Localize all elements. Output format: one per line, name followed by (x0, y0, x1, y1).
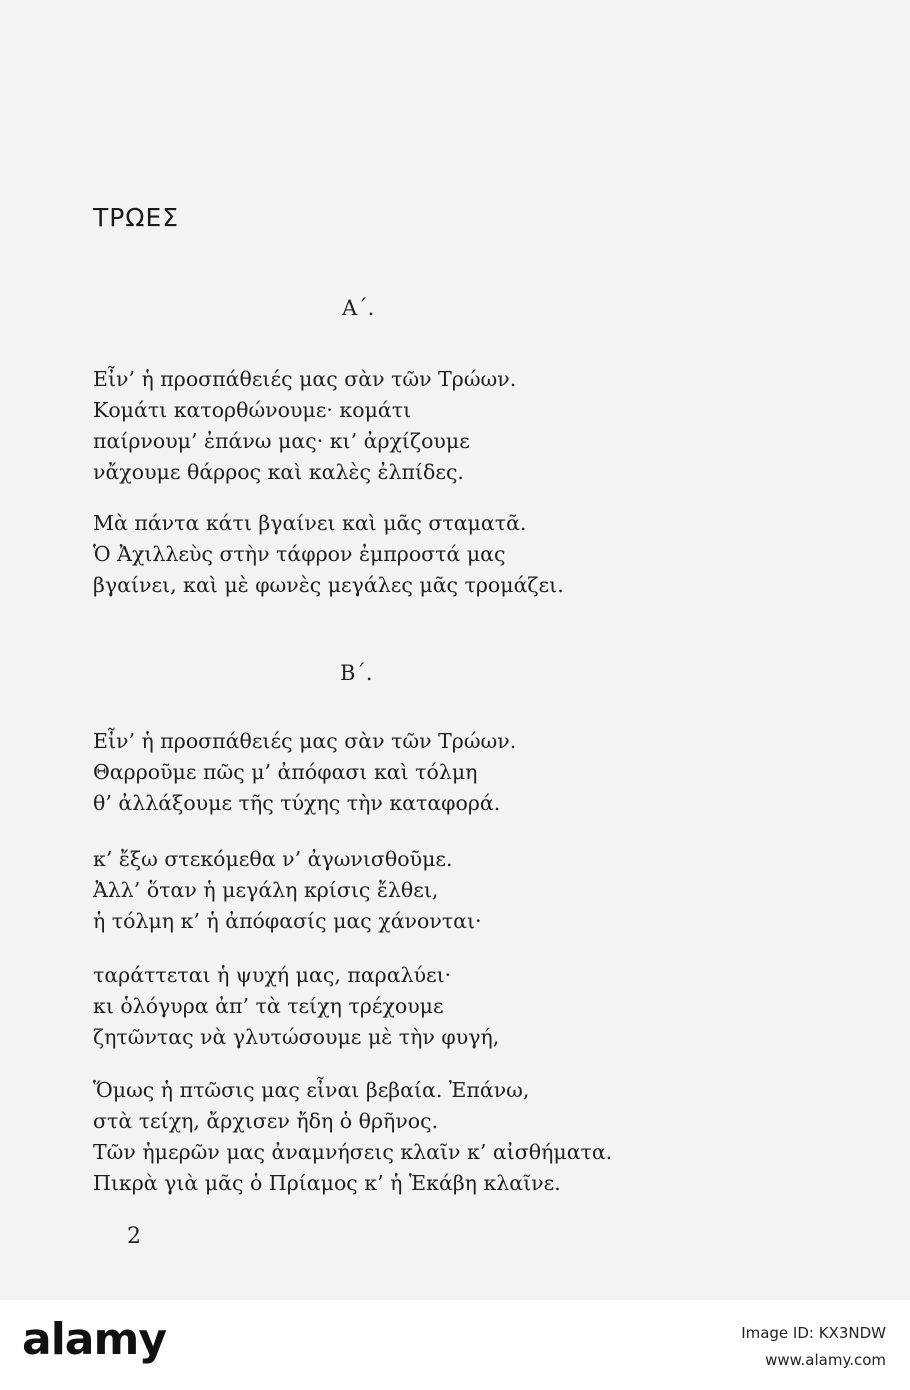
stanza-a-2 (93, 508, 564, 601)
stanza-b-3 (93, 960, 499, 1053)
verse-line: ζητῶντας νὰ γλυτώσουμε μὲ τὴν φυγή, (93, 1025, 500, 1049)
stanza-b-1 (93, 726, 516, 819)
verse-line: Πικρὰ γιὰ μᾶς ὁ Πρίαμος κ’ ἡ Ἑκάβη κλαῖνε. (93, 1171, 561, 1195)
stock-footer (0, 1300, 910, 1390)
stanza-a-1 (93, 364, 516, 488)
verse-line: Ὅμως ἡ πτῶσις μας εἶναι βεβαία. Ἐπάνω, (93, 1078, 530, 1102)
verse-line: Εἶν’ ἡ προσπάθειές μας σὰν τῶν Τρώων. (93, 729, 517, 753)
verse-line: Μὰ πάντα κάτι βγαίνει καὶ μᾶς σταματᾶ. (93, 511, 527, 535)
page-number: 2 (127, 1224, 141, 1249)
verse-line: νἄχουμε θάρρος καὶ καλὲς ἐλπίδες. (93, 460, 464, 484)
verse-line: Τῶν ἡμερῶν μας ἀναμνήσεις κλαῖν κ’ αἰσθήματα. (93, 1140, 613, 1164)
verse-line: Θαρροῦμε πῶς μ’ ἀπόφασι καὶ τόλμη (93, 760, 478, 784)
stanza-b-4 (93, 1075, 612, 1199)
verse-line: ἡ τόλμη κ’ ἡ ἀπόφασίς μας χάνονται· (93, 909, 482, 933)
verse-line: Ὁ Ἀχιλλεὺς στὴν τάφρον ἐμπροστά μας (93, 542, 506, 566)
stock-meta (741, 1320, 886, 1374)
verse-line: παίρνουμ’ ἐπάνω μας· κι’ ἀρχίζουμε (93, 429, 470, 453)
verse-line: στὰ τείχη, ἄρχισεν ἤδη ὁ θρῆνος. (93, 1109, 439, 1133)
section-mark-a: Α΄. (342, 296, 375, 320)
verse-line: Ἀλλ’ ὅταν ἡ μεγάλη κρίσις ἔλθει, (93, 878, 439, 902)
verse-line: θ’ ἀλλάξουμε τῆς τύχης τὴν καταφορά. (93, 791, 501, 815)
poem-title: ΤΡΩΕΣ (93, 203, 180, 232)
verse-line: κι ὁλόγυρα ἀπ’ τὰ τείχη τρέχουμε (93, 994, 444, 1018)
verse-line: Κομάτι κατορθώνουμε· κομάτι (93, 398, 412, 422)
image-id: Image ID: KX3NDW (741, 1324, 886, 1342)
stanza-b-2 (93, 844, 482, 937)
verse-line: κ’ ἔξω στεκόμεθα ν’ ἀγωνισθοῦμε. (93, 847, 453, 871)
verse-line: ταράττεται ἡ ψυχή μας, παραλύει· (93, 963, 452, 987)
alamy-logo: alamy (22, 1314, 166, 1365)
site-url: www.alamy.com (765, 1351, 886, 1369)
section-mark-b: Β΄. (340, 661, 373, 685)
verse-line: βγαίνει, καὶ μὲ φωνὲς μεγάλες μᾶς τρομάζει. (93, 573, 564, 597)
verse-line: Εἶν’ ἡ προσπάθειές μας σὰν τῶν Τρώων. (93, 367, 517, 391)
